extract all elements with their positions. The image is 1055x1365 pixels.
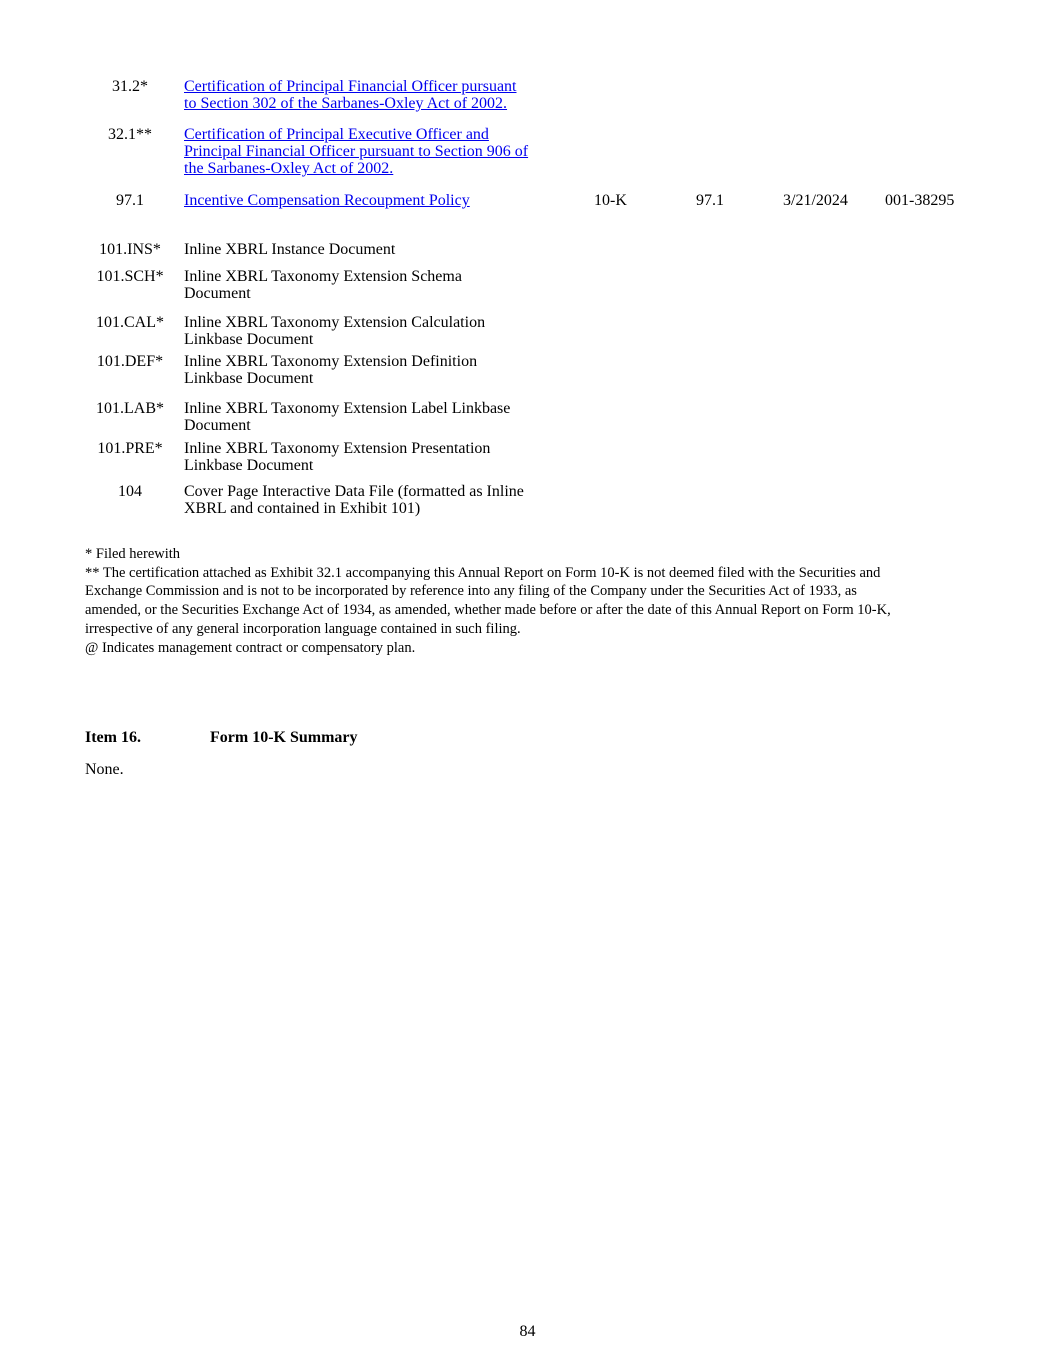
exhibit-description-line: Document xyxy=(184,285,251,302)
exhibit-description xyxy=(184,400,584,434)
exhibit-description-line: Inline XBRL Taxonomy Extension Presentation xyxy=(184,440,491,457)
exhibit-description-line: Document xyxy=(184,417,251,434)
item-body: None. xyxy=(85,761,124,778)
exhibit-description-line: Inline XBRL Instance Document xyxy=(184,241,396,258)
footnote-certification-line: irrespective of any general incorporation language contained in such filing. xyxy=(85,620,521,637)
exhibit-number: 31.2* xyxy=(112,78,148,95)
exhibit-description-line: Inline XBRL Taxonomy Extension Schema xyxy=(184,268,462,285)
exhibit-exhibit-ref: 97.1 xyxy=(696,192,724,209)
footnote-management: @ Indicates management contract or compensatory plan. xyxy=(85,639,416,656)
footnotes xyxy=(85,545,965,657)
exhibit-description-line: Incentive Compensation Recoupment Policy xyxy=(184,192,470,209)
exhibit-number: 101.CAL* xyxy=(96,314,164,331)
exhibit-description xyxy=(184,440,584,474)
exhibit-form: 10-K xyxy=(594,192,627,209)
exhibit-number: 101.INS* xyxy=(99,241,161,258)
exhibit-link-31-2[interactable] xyxy=(184,78,584,112)
exhibit-description-line: Inline XBRL Taxonomy Extension Definition xyxy=(184,353,478,370)
exhibit-link-32-1[interactable] xyxy=(184,126,584,177)
exhibit-description xyxy=(184,483,584,517)
exhibit-number: 104 xyxy=(118,483,142,500)
footnote-certification-line: amended, or the Securities Exchange Act of 1934, as amended, whether made before or after the date of this Annual Report on Form 10-K, xyxy=(85,602,891,619)
exhibit-description-line: XBRL and contained in Exhibit 101) xyxy=(184,500,421,517)
exhibit-number: 101.PRE* xyxy=(97,440,163,457)
exhibit-link-97-1[interactable] xyxy=(184,192,584,209)
exhibit-description-line: Linkbase Document xyxy=(184,457,314,474)
exhibit-description xyxy=(184,314,584,348)
item-title: Form 10-K Summary xyxy=(210,729,358,746)
exhibit-description-line: Cover Page Interactive Data File (formatted as Inline xyxy=(184,483,524,500)
exhibit-number: 101.SCH* xyxy=(96,268,164,285)
exhibit-filing-date: 3/21/2024 xyxy=(783,192,848,209)
exhibit-description-line: Inline XBRL Taxonomy Extension Calculation xyxy=(184,314,486,331)
footnote-filed: * Filed herewith xyxy=(85,546,181,562)
exhibit-description-line: Certification of Principal Executive Officer and xyxy=(184,126,489,143)
exhibit-number: 101.DEF* xyxy=(96,353,164,370)
exhibit-number: 101.LAB* xyxy=(96,400,164,417)
footnote-certification-line: Exchange Commission and is not to be incorporated by reference into any filing of the Company under the Securities Act of 1933, as xyxy=(85,583,857,600)
exhibit-number: 97.1 xyxy=(116,192,144,209)
exhibit-file-number: 001-38295 xyxy=(885,192,955,209)
exhibit-description-line: Certification of Principal Financial Officer pursuant xyxy=(184,78,517,95)
exhibit-description-line: Inline XBRL Taxonomy Extension Label Linkbase xyxy=(184,400,511,417)
item-label: Item 16. xyxy=(85,729,141,746)
exhibit-description xyxy=(184,268,584,302)
exhibit-description-line: to Section 302 of the Sarbanes-Oxley Act of 2002. xyxy=(184,95,508,112)
page-number: 84 xyxy=(519,1323,536,1340)
exhibit-description-line: Principal Financial Officer pursuant to Section 906 of xyxy=(184,143,529,160)
exhibit-description xyxy=(184,241,584,258)
footnote-certification-line: ** The certification attached as Exhibit 32.1 accompanying this Annual Report on Form 10-K is not deemed filed with the Securities and xyxy=(85,564,881,581)
exhibit-description xyxy=(184,353,584,387)
exhibit-description-line: the Sarbanes-Oxley Act of 2002. xyxy=(184,160,394,177)
exhibit-description-line: Linkbase Document xyxy=(184,370,314,387)
exhibit-number: 32.1** xyxy=(108,126,152,143)
exhibit-description-line: Linkbase Document xyxy=(184,331,314,348)
